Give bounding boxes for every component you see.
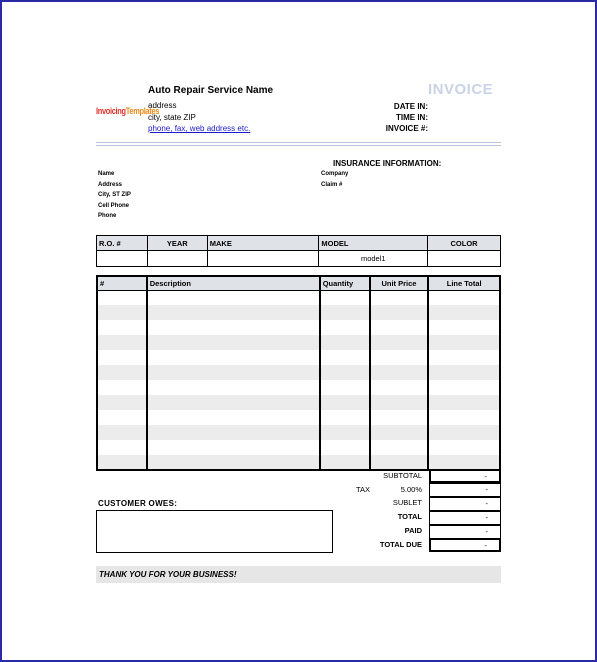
item-cell[interactable] <box>320 395 370 410</box>
item-cell[interactable] <box>428 365 500 380</box>
item-cell[interactable] <box>370 380 429 395</box>
year-header: YEAR <box>147 236 207 251</box>
total-due-label: TOTAL DUE <box>379 540 422 549</box>
total-label: TOTAL <box>397 512 422 521</box>
company-name: Auto Repair Service Name <box>148 85 274 96</box>
company-logo: InvoicingTemplates <box>96 106 160 117</box>
item-cell[interactable] <box>320 320 370 335</box>
tax-rate[interactable]: 5.00% <box>400 485 422 494</box>
thank-you-message: THANK YOU FOR YOUR BUSINESS! <box>96 566 501 583</box>
item-cell[interactable] <box>370 425 429 440</box>
company-address: address <box>148 101 177 110</box>
item-cell[interactable] <box>428 410 500 425</box>
item-cell[interactable] <box>428 320 500 335</box>
table-row <box>97 320 500 335</box>
description-header: Description <box>147 276 320 290</box>
ro-number-header: R.O. # <box>97 236 148 251</box>
customer-owes-label: CUSTOMER OWES: <box>98 499 178 508</box>
item-cell[interactable] <box>97 350 147 365</box>
model-cell[interactable]: model1 <box>319 251 428 267</box>
item-cell[interactable] <box>97 440 147 455</box>
insurance-title: INSURANCE INFORMATION: <box>333 159 442 168</box>
customer-owes-box[interactable] <box>96 510 333 553</box>
insurance-company-label: Company <box>321 171 349 177</box>
item-cell[interactable] <box>147 320 320 335</box>
item-cell[interactable] <box>97 425 147 440</box>
item-cell[interactable] <box>147 455 320 470</box>
item-cell[interactable] <box>428 380 500 395</box>
customer-phone-label: Phone <box>98 213 117 219</box>
item-cell[interactable] <box>97 410 147 425</box>
color-header: COLOR <box>428 236 501 251</box>
quantity-header: Quantity <box>320 276 370 290</box>
customer-address-label: Address <box>98 182 123 188</box>
item-cell[interactable] <box>147 335 320 350</box>
unit-price-header: Unit Price <box>370 276 429 290</box>
table-row <box>97 305 500 320</box>
line-total-header: Line Total <box>428 276 500 290</box>
item-cell[interactable] <box>428 455 500 470</box>
time-in-label: TIME IN: <box>396 113 428 122</box>
item-cell[interactable] <box>428 425 500 440</box>
item-cell[interactable] <box>147 410 320 425</box>
item-cell[interactable] <box>370 440 429 455</box>
item-cell[interactable] <box>370 455 429 470</box>
insurance-claim-label: Claim # <box>321 182 343 188</box>
invoice-number-label: INVOICE #: <box>385 124 428 133</box>
item-cell[interactable] <box>97 290 147 305</box>
item-cell[interactable] <box>97 395 147 410</box>
item-cell[interactable] <box>320 455 370 470</box>
item-cell[interactable] <box>320 425 370 440</box>
total-value: - <box>429 511 501 525</box>
item-cell[interactable] <box>147 425 320 440</box>
item-cell[interactable] <box>370 410 429 425</box>
table-row <box>97 410 500 425</box>
item-cell[interactable] <box>97 380 147 395</box>
company-city-state: city, state ZIP <box>148 113 196 122</box>
header-divider <box>96 142 501 146</box>
item-cell[interactable] <box>320 290 370 305</box>
table-row <box>97 440 500 455</box>
sublet-label: SUBLET <box>392 498 422 507</box>
paid-label: PAID <box>404 526 422 535</box>
item-cell[interactable] <box>320 305 370 320</box>
item-cell[interactable] <box>428 395 500 410</box>
company-contact-link[interactable]: phone, fax, web address etc. <box>148 124 251 133</box>
item-number-header: # <box>97 276 147 290</box>
item-cell[interactable] <box>370 335 429 350</box>
date-in-label: DATE IN: <box>393 102 428 111</box>
item-cell[interactable] <box>428 290 500 305</box>
item-cell[interactable] <box>147 395 320 410</box>
paid-value[interactable]: - <box>429 525 501 539</box>
item-cell[interactable] <box>97 455 147 470</box>
model-header: MODEL <box>319 236 428 251</box>
color-cell[interactable] <box>428 251 501 267</box>
sublet-value[interactable]: - <box>429 497 501 511</box>
item-cell[interactable] <box>97 335 147 350</box>
item-cell[interactable] <box>428 305 500 320</box>
tax-label: TAX <box>355 485 370 494</box>
make-cell[interactable] <box>207 251 319 267</box>
tax-value: - <box>429 483 501 497</box>
item-cell[interactable] <box>370 365 429 380</box>
total-due-value: - <box>429 538 501 552</box>
item-cell[interactable] <box>147 365 320 380</box>
item-cell[interactable] <box>370 395 429 410</box>
item-cell[interactable] <box>97 365 147 380</box>
item-cell[interactable] <box>97 320 147 335</box>
line-items-table <box>96 275 501 471</box>
item-cell[interactable] <box>147 380 320 395</box>
item-cell[interactable] <box>320 380 370 395</box>
table-row <box>97 380 500 395</box>
item-cell[interactable] <box>320 350 370 365</box>
subtotal-label: SUBTOTAL <box>383 471 422 480</box>
make-header: MAKE <box>207 236 319 251</box>
table-row <box>97 365 500 380</box>
table-row <box>97 350 500 365</box>
item-cell[interactable] <box>320 410 370 425</box>
item-cell[interactable] <box>428 350 500 365</box>
item-cell[interactable] <box>320 365 370 380</box>
table-row <box>97 395 500 410</box>
item-cell[interactable] <box>320 440 370 455</box>
item-cell[interactable] <box>97 305 147 320</box>
table-row <box>97 455 500 470</box>
customer-city-label: City, ST ZIP <box>98 192 131 198</box>
item-cell[interactable] <box>147 350 320 365</box>
ro-number-cell[interactable] <box>97 251 148 267</box>
item-cell[interactable] <box>370 305 429 320</box>
table-row <box>97 425 500 440</box>
invoice-title: INVOICE <box>428 81 494 98</box>
item-cell[interactable] <box>370 290 429 305</box>
year-cell[interactable] <box>147 251 207 267</box>
customer-name-label: Name <box>98 171 115 177</box>
subtotal-value: - <box>429 469 501 483</box>
item-cell[interactable] <box>147 440 320 455</box>
item-cell[interactable] <box>428 335 500 350</box>
item-cell[interactable] <box>147 290 320 305</box>
item-cell[interactable] <box>370 320 429 335</box>
item-cell[interactable] <box>320 335 370 350</box>
item-cell[interactable] <box>370 350 429 365</box>
item-cell[interactable] <box>147 305 320 320</box>
table-row <box>97 290 500 305</box>
vehicle-table <box>96 235 501 267</box>
customer-cell-label: Cell Phone <box>98 203 130 209</box>
item-cell[interactable] <box>428 440 500 455</box>
table-row <box>97 335 500 350</box>
